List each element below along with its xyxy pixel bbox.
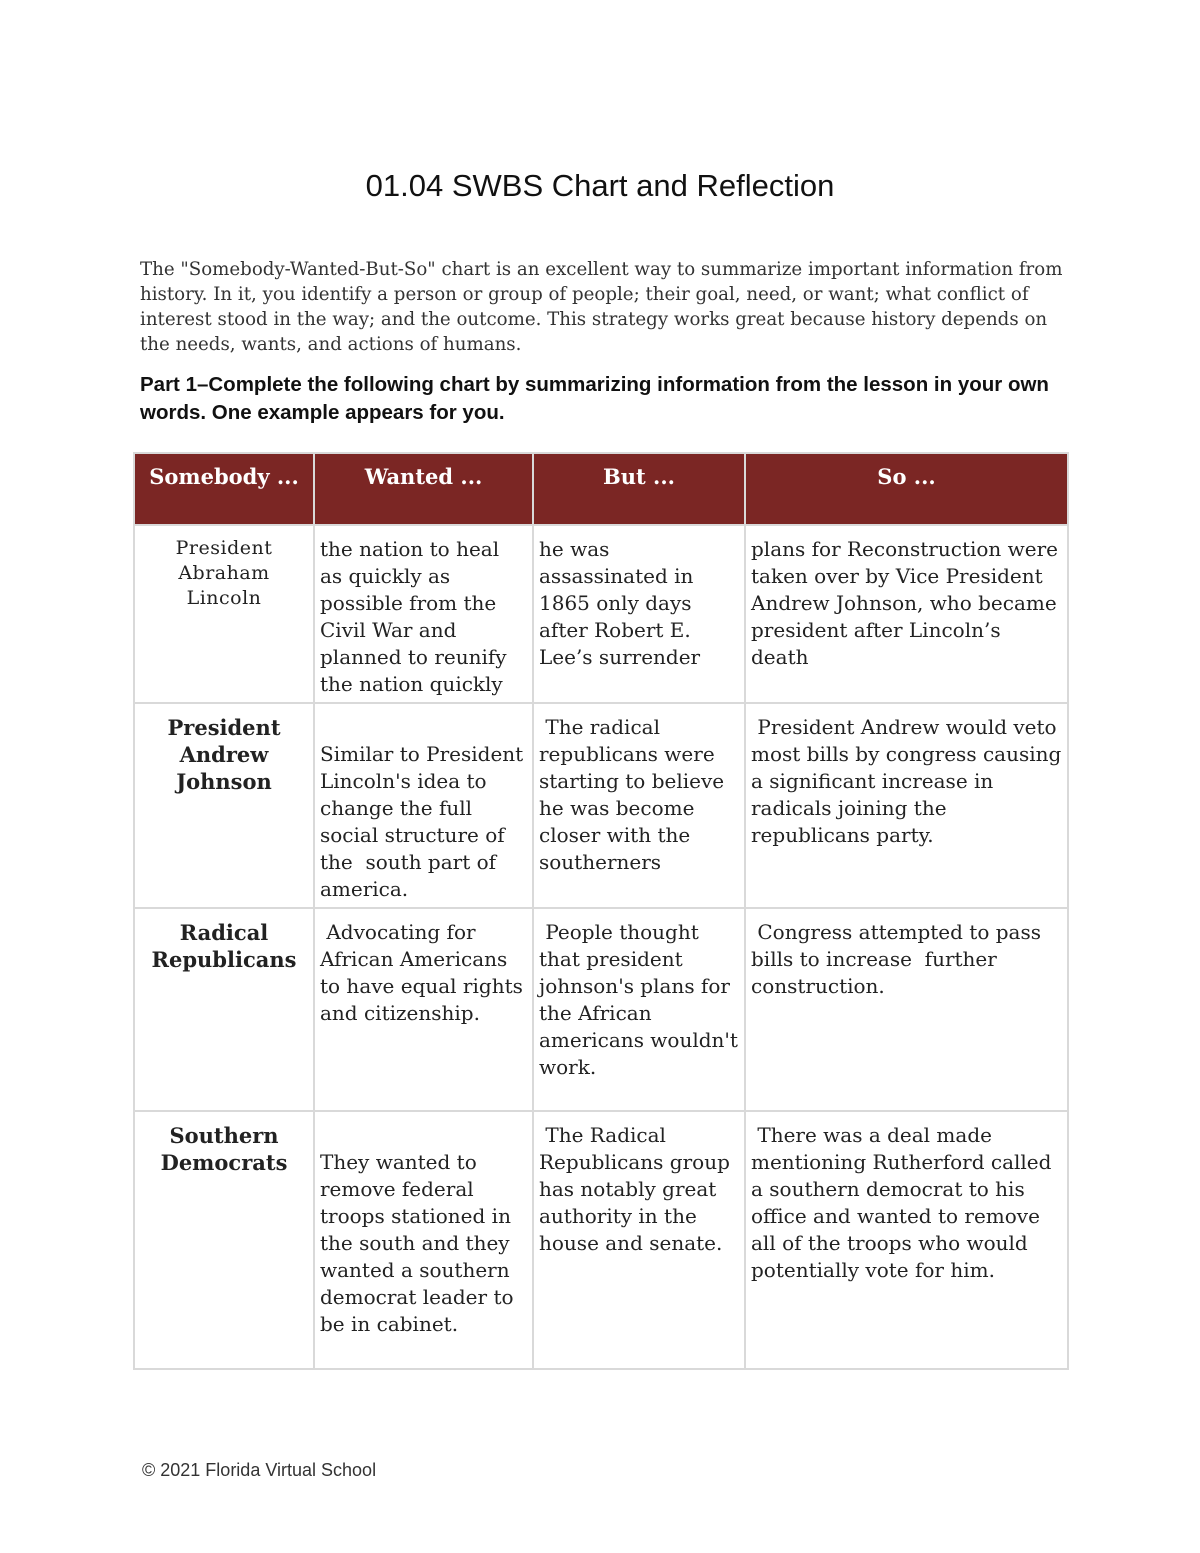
part1-instructions: Part 1–Complete the following chart by summarizing information from the lesson in your own words. One example appears for you. bbox=[140, 373, 1049, 424]
page-title: 01.04 SWBS Chart and Reflection bbox=[365, 168, 835, 203]
cell-wanted: Similar to President Lincoln's idea to change the full social structure of the south part of america. bbox=[320, 742, 530, 901]
cell-somebody: President Andrew Johnson bbox=[134, 703, 314, 908]
cell-wanted-wrap bbox=[314, 1111, 533, 1369]
header-somebody: Somebody ... bbox=[134, 453, 314, 525]
cell-so: There was a deal made mentioning Rutherford called a southern democrat to his office and wanted to remove all of the troops who would potentially vote for him. bbox=[745, 1111, 1068, 1369]
cell-wanted: They wanted to remove federal troops stationed in the south and they wanted a southern democrat leader to be in cabinet. bbox=[320, 1150, 520, 1336]
cell-wanted: Advocating for African Americans to have equal rights and citizenship. bbox=[314, 908, 533, 1111]
cell-somebody: President Abraham Lincoln bbox=[134, 525, 314, 703]
intro-paragraph: The "Somebody-Wanted-But-So" chart is an excellent way to summarize important information from history. In it, you identify a person or group of people; their goal, need, or want; what conflict of interest stood in the way; and the outcome. This strategy works great because history depends on the needs, wants, and actions of humans. bbox=[140, 259, 1063, 355]
cell-so: Congress attempted to pass bills to increase further construction. bbox=[745, 908, 1068, 1111]
cell-wanted: the nation to heal as quickly as possible from the Civil War and planned to reunify the nation quickly bbox=[314, 525, 533, 703]
copyright-footer: © 2021 Florida Virtual School bbox=[142, 1460, 377, 1480]
cell-wanted-wrap bbox=[314, 703, 533, 908]
cell-but: he was assassinated in 1865 only days after Robert E. Lee’s surrender bbox=[533, 525, 745, 703]
header-so: So ... bbox=[745, 453, 1068, 525]
cell-somebody: Radical Republicans bbox=[134, 908, 314, 1111]
table-row bbox=[134, 1111, 1068, 1369]
header-but: But ... bbox=[533, 453, 745, 525]
cell-somebody: Southern Democrats bbox=[134, 1111, 314, 1369]
table-row bbox=[134, 525, 1068, 703]
cell-so: plans for Reconstruction were taken over by Vice President Andrew Johnson, who became president after Lincoln’s death bbox=[745, 525, 1068, 703]
table-row bbox=[134, 703, 1068, 908]
table-row bbox=[134, 908, 1068, 1111]
cell-but: The radical republicans were starting to believe he was become closer with the southerners bbox=[533, 703, 745, 908]
swbs-chart bbox=[133, 452, 1069, 1370]
cell-but: The Radical Republicans group has notably great authority in the house and senate. bbox=[533, 1111, 745, 1369]
cell-so: President Andrew would veto most bills by congress causing a significant increase in radicals joining the republicans party. bbox=[745, 703, 1068, 908]
header-row bbox=[134, 453, 1068, 525]
cell-but: People thought that president johnson's plans for the African americans wouldn't work. bbox=[533, 908, 745, 1111]
header-wanted: Wanted ... bbox=[314, 453, 533, 525]
